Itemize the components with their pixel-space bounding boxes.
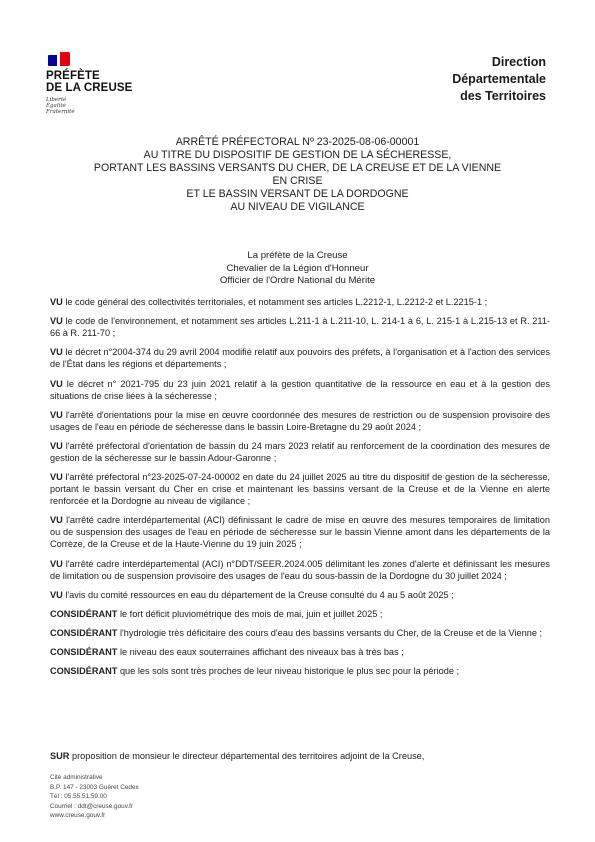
recital-paragraph: [50, 627, 550, 639]
proposal-lead: SUR: [50, 751, 70, 761]
recital-text: le fort déficit pluviométrique des mois de mai, juin et juillet 2025 ;: [117, 608, 383, 619]
motto-fraternite: Fraternité: [46, 109, 75, 115]
recital-paragraph: [50, 296, 550, 308]
recital-paragraph: [50, 471, 550, 507]
recital-text: l'arrêté préfectoral d'orientation de bassin du 24 mars 2023 relatif au renforcement de la coordination des mesures de gestion de la sécheresse sur le bassin Adour-Garonne ;: [50, 440, 550, 463]
recital-paragraph: [50, 315, 550, 339]
recital-paragraph: [50, 558, 550, 582]
recital-lead: VU: [50, 440, 63, 451]
decree-title-line: AU NIVEAU DE VIGILANCE: [230, 201, 365, 213]
recital-text: le code général des collectivités territoriales, et notamment ses articles L.2212-1, L.2212-2 et L.2215-1 ;: [62, 297, 488, 307]
recital-lead: VU: [50, 347, 63, 358]
recital-lead: VU: [50, 378, 63, 389]
recital-paragraph: [50, 646, 550, 658]
recital-text: le code de l'environnement, et notamment ses articles L.211-1 à L.211-10, L. 214-1 à 6, L. 215-1 à L.215-13 et R. 211-66 à R. 211-70 ;: [50, 316, 550, 339]
recital-lead: CONSIDÉRANT: [50, 647, 118, 658]
recital-text: l'arrêté cadre interdépartemental (ACI) n°DDT/SEER.2024.005 délimitant les zones d'alerte et définissant les mesures de limitation ou de suspension provisoire des usages de l'eau du sous-bassin de la Dordogne du 30 juillet 2024 ;: [50, 558, 550, 581]
decree-title-line: EN CRISE: [272, 175, 323, 187]
recital-text: l'arrêté préfectoral n°23-2025-07-24-00002 en date du 24 juillet 2025 au titre du dispositif de gestion de la sécheresse, portant le bassin versant du Cher en crise et maintenant les bassins versant de la Creuse et de la Vienne en alerte renforcée et la Dordogne au niveau de vigilance ;: [50, 472, 550, 507]
footer-building: Cité administrative: [50, 774, 103, 781]
footer-phone: Tél : 05.55.51.59.00: [50, 793, 107, 800]
prefecture-name-line2: DE LA CREUSE: [46, 82, 133, 94]
prefecture-name-line1: PRÉFÈTE: [46, 70, 100, 82]
issuing-service-line3: des Territoires: [460, 89, 546, 103]
recital-paragraph: [50, 378, 550, 402]
recital-lead: VU: [50, 472, 63, 483]
issuing-service: [452, 54, 546, 105]
recital-lead: CONSIDÉRANT: [50, 628, 118, 639]
recital-text: que les sols sont très proches de leur niveau historique le plus sec pour la période ;: [117, 666, 460, 677]
recital-text: l'hydrologie très déficitaire des cours d'eau des bassins versants du Cher, de la Creuse et de la Vienne ;: [117, 628, 543, 639]
recital-paragraph: [50, 608, 550, 620]
signatory-honour: Officier de l'Ordre National du Mérite: [219, 275, 376, 286]
recital-text: le décret n°2004-374 du 29 avril 2004 modifié relatif aux pouvoirs des préfets, à l'organisation et à l'action des services de l'État dans les régions et départements ;: [50, 347, 550, 370]
recital-text: le niveau des eaux souterraines affichant des niveaux bas à très bas ;: [117, 647, 404, 658]
proposal-line: [50, 750, 550, 762]
republic-motto: [46, 97, 156, 115]
recital-lead: VU: [50, 589, 63, 600]
recital-text: l'avis du comité ressources en eau du département de la Creuse consulté du 4 au 5 août 2025 ;: [62, 589, 454, 600]
footer-website[interactable]: www.creuse.gouv.fr: [50, 812, 106, 819]
recital-lead: VU: [50, 297, 63, 307]
decree-title-line: ARRÊTÉ PRÉFECTORAL Nº 23-2025-08-06-00001: [175, 136, 420, 148]
recital-paragraph: [50, 665, 550, 677]
recital-paragraph: [50, 440, 550, 464]
signatory-honour: Chevalier de la Légion d'Honneur: [226, 262, 369, 274]
decree-body: [50, 296, 550, 685]
decree-title-line: PORTANT LES BASSINS VERSANTS DU CHER, DE LA CREUSE ET DE LA VIENNE: [93, 162, 502, 174]
recital-paragraph: [50, 409, 550, 433]
signatory-title: La préfète de la Creuse: [247, 250, 348, 261]
recital-text: l'arrêté d'orientations pour la mise en œuvre coordonnée des mesures de restriction ou de suspension provisoire des usages de l'eau en période de sécheresse dans le bassin Loire-Bretagne du 29 août 2024 ;: [50, 409, 550, 432]
recital-text: l'arrêté cadre interdépartemental (ACI) définissant le cadre de mise en œuvre des mesures temporaires de limitation ou de suspension des usages de l'eau en période de sécheresse sur le bassin Vienne amont dans les départements de la Corrèze, de la Creuse et de la Haute-Vienne du 19 juin 2025 ;: [50, 515, 550, 550]
footer-postal-address: B.P. 147 - 23003 Guéret Cedex: [50, 783, 139, 791]
decree-title-line: AU TITRE DU DISPOSITIF DE GESTION DE LA SÉCHERESSE,: [143, 149, 452, 161]
recital-lead: VU: [50, 515, 63, 526]
proposal-text: proposition de monsieur le directeur départemental des territoires adjoint de la Creuse,: [69, 751, 425, 761]
recital-lead: VU: [50, 558, 63, 569]
decree-title: [70, 136, 525, 214]
recital-paragraph: [50, 589, 550, 601]
recital-paragraph: [50, 514, 550, 550]
address-footer: [50, 773, 139, 821]
recital-lead: VU: [50, 409, 63, 420]
prefecture-name: [46, 70, 156, 94]
recital-paragraph: [50, 346, 550, 370]
motto-liberte: Liberté: [46, 97, 67, 103]
signatory-block: [90, 250, 505, 288]
recital-text: le décret n° 2021-795 du 23 juin 2021 relatif à la gestion quantitative de la ressource en eau et à la gestion des situations de crise liées à la sécheresse ;: [50, 378, 550, 401]
issuing-service-line2: Départementale: [452, 72, 546, 86]
recital-lead: CONSIDÉRANT: [50, 608, 118, 619]
recital-lead: CONSIDÉRANT: [50, 666, 118, 677]
footer-email[interactable]: Courriel : ddt@creuse.gouv.fr: [50, 802, 134, 810]
recital-lead: VU: [50, 316, 63, 327]
prefecture-logo: [46, 52, 156, 115]
decree-title-line: ET LE BASSIN VERSANT DE LA DORDOGNE: [186, 188, 409, 200]
motto-egalite: Égalité: [46, 103, 66, 109]
issuing-service-line1: Direction: [491, 55, 546, 69]
marianne-flag-icon: [48, 52, 70, 68]
